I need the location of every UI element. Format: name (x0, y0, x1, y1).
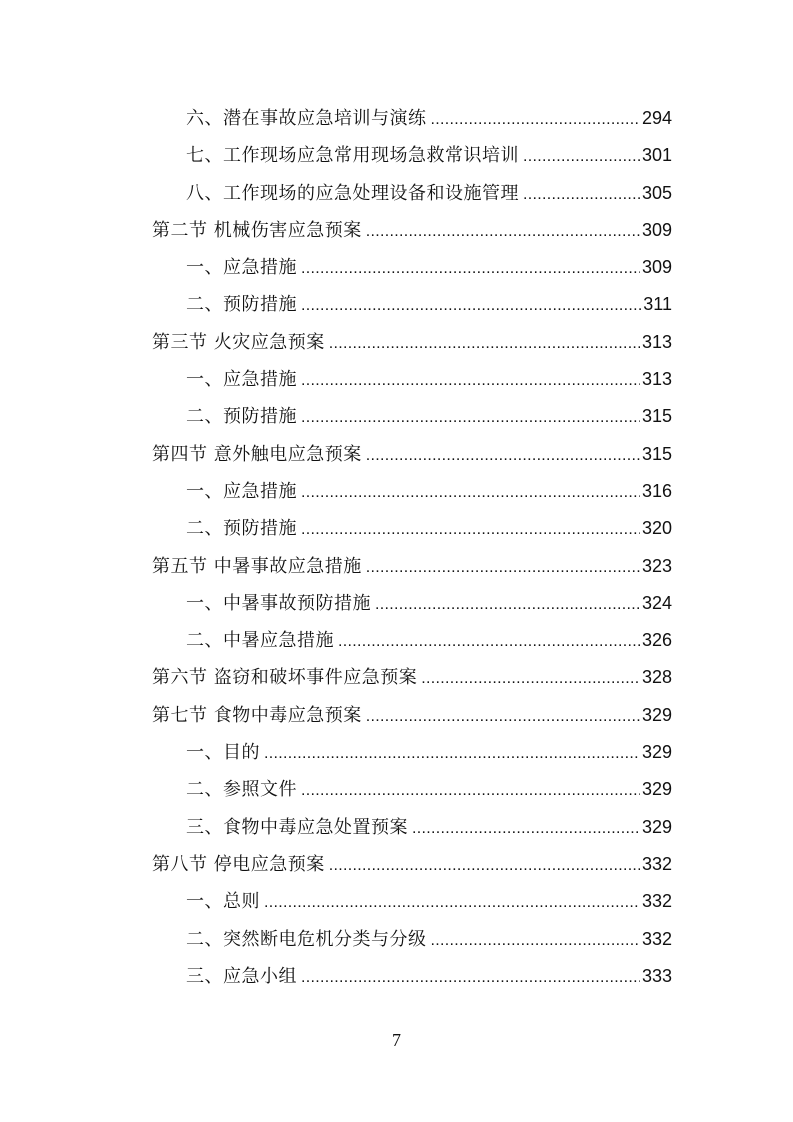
dot-leader (301, 484, 640, 502)
toc-subsection-entry (152, 589, 672, 626)
toc-entry-page-number: 309 (641, 219, 672, 240)
dot-leader (431, 111, 640, 129)
dot-leader (412, 820, 640, 838)
dot-leader (301, 372, 640, 390)
toc-entry-title: 第三节 火灾应急预案 (152, 331, 325, 353)
dot-leader (301, 260, 640, 278)
dot-leader (366, 559, 640, 577)
toc-entry-page-number: 315 (641, 443, 672, 464)
toc-subsection-entry (152, 775, 672, 812)
toc-entry-page-number: 316 (641, 480, 672, 501)
dot-leader (338, 633, 640, 651)
dot-leader (264, 745, 640, 763)
dot-leader (366, 708, 640, 726)
toc-subsection-entry (152, 253, 672, 290)
dot-leader (329, 857, 640, 875)
toc-subsection-entry (152, 365, 672, 402)
toc-entry-title: 第四节 意外触电应急预案 (152, 443, 362, 465)
dot-leader (301, 521, 640, 539)
toc-section-entry (152, 701, 672, 738)
toc-section-entry (152, 552, 672, 589)
toc-entry-page-number: 329 (641, 742, 672, 763)
toc-entry-title: 二、预防措施 (186, 518, 297, 540)
toc-entry-page-number: 333 (641, 965, 672, 986)
toc-subsection-entry (152, 402, 672, 439)
toc-subsection-entry (152, 290, 672, 327)
toc-entry-page-number: 315 (641, 406, 672, 427)
dot-leader (301, 782, 640, 800)
toc-entry-page-number: 313 (641, 331, 672, 352)
toc-subsection-entry (152, 141, 672, 178)
toc-section-entry (152, 663, 672, 700)
toc-subsection-entry (152, 962, 672, 999)
toc-entry-title: 第七节 食物中毒应急预案 (152, 704, 362, 726)
toc-entry-title: 第五节 中暑事故应急措施 (152, 555, 362, 577)
toc-subsection-entry (152, 477, 672, 514)
toc-entry-title: 二、突然断电危机分类与分级 (186, 928, 427, 950)
toc-subsection-entry (152, 626, 672, 663)
toc-entry-page-number: 329 (641, 779, 672, 800)
dot-leader (264, 894, 640, 912)
toc-entry-title: 第八节 停电应急预案 (152, 853, 325, 875)
toc-entry-title: 一、应急措施 (186, 257, 297, 279)
toc-subsection-entry (152, 179, 672, 216)
toc-entry-title: 一、中暑事故预防措施 (186, 592, 371, 614)
toc-section-entry (152, 440, 672, 477)
dot-leader (301, 297, 641, 315)
toc-entry-page-number: 328 (641, 667, 672, 688)
toc-entry-page-number: 305 (641, 182, 672, 203)
toc-entry-page-number: 320 (641, 518, 672, 539)
toc-entry-page-number: 313 (641, 369, 672, 390)
toc-subsection-entry (152, 104, 672, 141)
dot-leader (523, 186, 640, 204)
dot-leader (523, 148, 640, 166)
toc-entry-page-number: 329 (641, 704, 672, 725)
toc-entry-page-number: 332 (641, 928, 672, 949)
toc-entry-title: 二、参照文件 (186, 779, 297, 801)
toc-entry-title: 三、食物中毒应急处置预案 (186, 816, 408, 838)
toc-entry-title: 第六节 盗窃和破坏事件应急预案 (152, 667, 418, 689)
toc-section-entry (152, 850, 672, 887)
toc-entry-page-number: 332 (641, 853, 672, 874)
toc-entry-page-number: 311 (643, 294, 672, 315)
toc-entry-title: 一、应急措施 (186, 369, 297, 391)
dot-leader (375, 596, 640, 614)
toc-entry-page-number: 294 (641, 108, 672, 128)
dot-leader (329, 335, 640, 353)
dot-leader (431, 932, 640, 950)
toc-section-entry (152, 328, 672, 365)
toc-entry-title: 八、工作现场的应急处理设备和设施管理 (186, 182, 519, 204)
toc-entry-title: 第二节 机械伤害应急预案 (152, 219, 362, 241)
dot-leader (301, 969, 640, 987)
toc-entry-title: 二、预防措施 (186, 406, 297, 428)
dot-leader (301, 409, 640, 427)
toc-entry-title: 一、总则 (186, 891, 260, 913)
toc-entry-page-number: 309 (641, 257, 672, 278)
dot-leader (421, 670, 640, 688)
toc-entry-page-number: 324 (641, 592, 672, 613)
toc-entry-page-number: 323 (641, 555, 672, 576)
toc-entry-title: 七、工作现场应急常用现场急救常识培训 (186, 145, 519, 167)
toc-section-entry (152, 216, 672, 253)
toc-subsection-entry (152, 738, 672, 775)
toc-entry-page-number: 301 (641, 145, 672, 166)
toc-entry-page-number: 329 (641, 816, 672, 837)
toc-subsection-entry (152, 813, 672, 850)
toc-entry-page-number: 326 (641, 630, 672, 651)
toc-entry-title: 六、潜在事故应急培训与演练 (186, 108, 427, 129)
dot-leader (366, 447, 640, 465)
toc-subsection-entry (152, 925, 672, 962)
toc-entry-title: 二、中暑应急措施 (186, 630, 334, 652)
toc-entry-title: 二、预防措施 (186, 294, 297, 316)
toc-entry-title: 一、应急措施 (186, 480, 297, 502)
toc-entry-page-number: 332 (641, 891, 672, 912)
table-of-contents (152, 104, 672, 999)
toc-subsection-entry (152, 887, 672, 924)
dot-leader (366, 223, 640, 241)
toc-entry-title: 一、目的 (186, 742, 260, 764)
toc-entry-title: 三、应急小组 (186, 965, 297, 987)
page-number: 7 (392, 1030, 401, 1050)
toc-subsection-entry (152, 514, 672, 551)
